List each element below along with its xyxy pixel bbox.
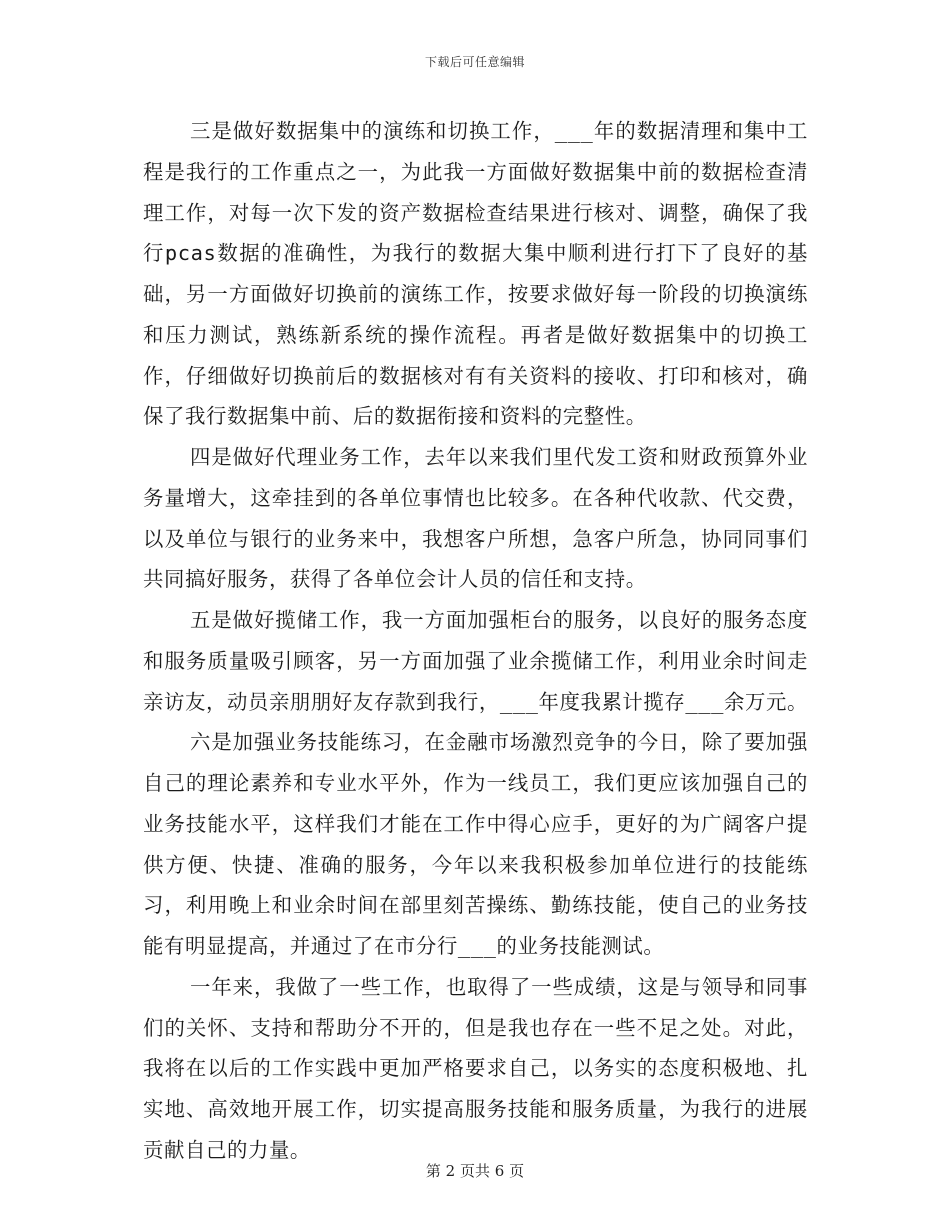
paragraph-conclusion: 一年来，我做了一些工作，也取得了一些成绩，这是与领导和同事们的关怀、支持和帮助分不开的，但是我也存在一些不足之处。对此，我将在以后的工作实践中更加严格要求自己，以务实的态度积极地、扎实地、高效地开展工作，切实提高服务技能和服务质量，为我行的进展贡献自己的力量。 <box>143 974 808 1162</box>
paragraph-agency-business: 四是做好代理业务工作，去年以来我们里代发工资和财政预算外业务量增大，这牵挂到的各单位事情也比较多。在各种代收款、代交费，以及单位与银行的业务来中，我想客户所想，急客户所急，协同同事们共同搞好服务，获得了各单位会计人员的信任和支持。 <box>143 445 808 592</box>
paragraph-deposit-solicitation: 五是做好揽储工作，我一方面加强柜台的服务，以良好的服务态度和服务质量吸引顾客，另一方面加强了业余揽储工作，利用业余时间走亲访友，动员亲朋朋好友存款到我行，___年度我累计揽存___余万元。 <box>143 608 808 714</box>
document-body <box>143 111 808 1171</box>
page-number-footer: 第 2 页共 6 页 <box>425 1162 525 1180</box>
page-header: 下载后可任意编辑 <box>424 55 525 69</box>
paragraph-skills-training: 六是加强业务技能练习，在金融市场激烈竞争的今日，除了要加强自己的理论素养和专业水平外，作为一线员工，我们更应该加强自己的业务技能水平，这样我们才能在工作中得心应手，更好的为广阔客户提供方便、快捷、准确的服务，今年以来我积极参加单位进行的技能练习，利用晚上和业余时间在部里刻苦操练、勤练技能，使自己的业务技能有明显提高，并通过了在市分行___的业务技能测试。 <box>143 730 808 958</box>
paragraph-data-migration: 三是做好数据集中的演练和切换工作，___年的数据清理和集中工程是我行的工作重点之一，为此我一方面做好数据集中前的数据检查清理工作，对每一次下发的资产数据检查结果进行核对、调整，确保了我行pcas数据的准确性，为我行的数据大集中顺利进行打下了良好的基础，另一方面做好切换前的演练工作，按要求做好每一阶段的切换演练和压力测试，熟练新系统的操作流程。再者是做好数据集中的切换工作，仔细做好切换前后的数据核对有有关资料的接收、打印和核对，确保了我行数据集中前、后的数据衔接和资料的完整性。 <box>143 119 808 429</box>
